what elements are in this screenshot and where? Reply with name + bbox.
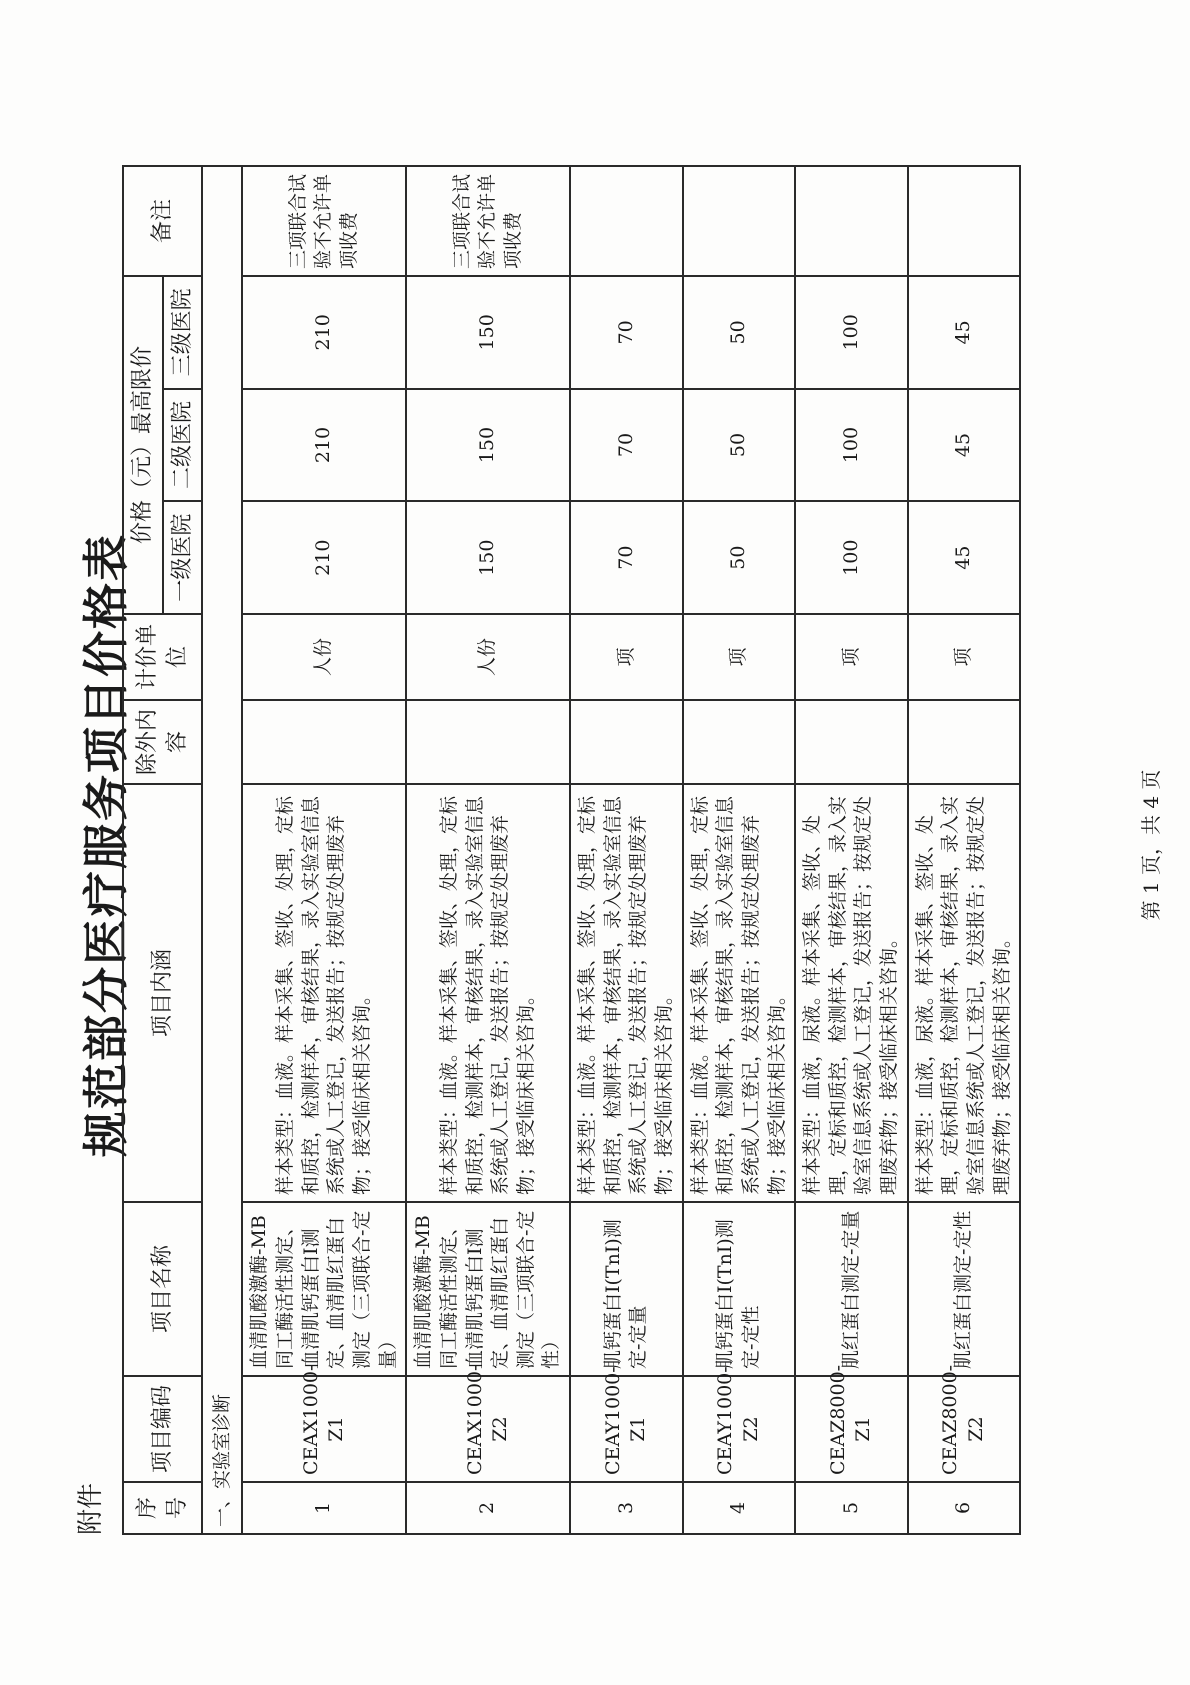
header-level3: 三级医院: [163, 276, 203, 389]
table-row: [795, 166, 908, 1534]
cell-price-level3: 50: [683, 276, 796, 389]
cell-price-level2: 210: [242, 389, 406, 502]
cell-price-level1: 210: [242, 501, 406, 614]
cell-price-level1: 45: [908, 501, 1021, 614]
cell-excluded: [570, 700, 683, 784]
cell-price-level2: 100: [795, 389, 908, 502]
cell-price-level3: 150: [406, 276, 570, 389]
cell-price-level3: 100: [795, 276, 908, 389]
header-level1: 一级医院: [163, 501, 203, 614]
cell-unit: 人份: [406, 614, 570, 700]
cell-note: 三项联合试验不允许单项收费: [242, 166, 406, 276]
cell-seq: 4: [683, 1482, 796, 1534]
cell-seq: 5: [795, 1482, 908, 1534]
cell-price-level3: 70: [570, 276, 683, 389]
cell-seq: 6: [908, 1482, 1021, 1534]
cell-name: 血清肌酸激酶-MB同工酶活性测定、血清肌钙蛋白I测定、血清肌红蛋白测定（三项联合-定性）: [406, 1202, 570, 1376]
cell-content: 样本类型：血液，尿液。样本采集、签收、处理，定标和质控，检测样本，审核结果，录入实验室信息系统或人工登记，发送报告；按规定处理废弃物；接受临床相关咨询。: [795, 784, 908, 1202]
cell-price-level1: 70: [570, 501, 683, 614]
cell-price-level2: 50: [683, 389, 796, 502]
cell-content: 样本类型：血液，尿液。样本采集、签收、处理，定标和质控，检测样本，审核结果，录入实验室信息系统或人工登记，发送报告；按规定处理废弃物；接受临床相关咨询。: [908, 784, 1021, 1202]
cell-content: 样本类型：血液。样本采集、签收、处理，定标和质控，检测样本，审核结果，录入实验室信息系统或人工登记，发送报告；按规定处理废弃物；接受临床相关咨询。: [683, 784, 796, 1202]
cell-excluded: [242, 700, 406, 784]
header-note: 备注: [123, 166, 202, 276]
cell-name: 血清肌酸激酶-MB同工酶活性测定、血清肌钙蛋白I测定、血清肌红蛋白测定（三项联合-定量）: [242, 1202, 406, 1376]
cell-excluded: [795, 700, 908, 784]
cell-unit: 项: [683, 614, 796, 700]
cell-price-level2: 70: [570, 389, 683, 502]
cell-code: CEAX1000-Z1: [242, 1376, 406, 1482]
cell-note: [683, 166, 796, 276]
price-table: [122, 165, 1021, 1535]
header-name: 项目名称: [123, 1202, 202, 1376]
attachment-label: 附件: [76, 1482, 106, 1535]
cell-note: [570, 166, 683, 276]
cell-excluded: [683, 700, 796, 784]
cell-price-level1: 100: [795, 501, 908, 614]
section-title: 一、实验室诊断: [202, 166, 242, 1534]
cell-content: 样本类型：血液。样本采集、签收、处理，定标和质控，检测样本，审核结果，录入实验室信息系统或人工登记，发送报告；按规定处理废弃物；接受临床相关咨询。: [570, 784, 683, 1202]
cell-code: CEAZ8000-Z1: [795, 1376, 908, 1482]
header-content: 项目内涵: [123, 784, 202, 1202]
cell-name: 肌红蛋白测定-定量: [795, 1202, 908, 1376]
cell-unit: 人份: [242, 614, 406, 700]
table-row: [570, 166, 683, 1534]
cell-content: 样本类型：血液。样本采集、签收、处理，定标和质控，检测样本，审核结果，录入实验室信息系统或人工登记，发送报告；按规定处理废弃物；接受临床相关咨询。: [406, 784, 570, 1202]
cell-content: 样本类型：血液。样本采集、签收、处理，定标和质控，检测样本，审核结果，录入实验室信息系统或人工登记，发送报告；按规定处理废弃物；接受临床相关咨询。: [242, 784, 406, 1202]
table-row: [908, 166, 1021, 1534]
cell-unit: 项: [908, 614, 1021, 700]
cell-unit: 项: [795, 614, 908, 700]
header-price-group: 价格（元）最高限价: [123, 276, 163, 614]
header-code: 项目编码: [123, 1376, 202, 1482]
table-row: [242, 166, 406, 1534]
cell-price-level1: 150: [406, 501, 570, 614]
cell-name: 肌钙蛋白Ⅰ(TnI)测定-定性: [683, 1202, 796, 1376]
cell-code: CEAX1000-Z2: [406, 1376, 570, 1482]
header-excluded: 除外内容: [123, 700, 202, 784]
header-unit: 计价单位: [123, 614, 202, 700]
table-row: [406, 166, 570, 1534]
cell-name: 肌红蛋白测定-定性: [908, 1202, 1021, 1376]
rotated-page: [70, 5, 1170, 1685]
cell-code: CEAY1000-Z1: [570, 1376, 683, 1482]
cell-code: CEAY1000-Z2: [683, 1376, 796, 1482]
cell-unit: 项: [570, 614, 683, 700]
document-title: 规范部分医疗服务项目价格表: [79, 533, 133, 1157]
cell-excluded: [406, 700, 570, 784]
cell-price-level3: 45: [908, 276, 1021, 389]
header-level2: 二级医院: [163, 389, 203, 502]
page-footer: 第 1 页，共 4 页: [1139, 769, 1163, 921]
cell-note: 三项联合试验不允许单项收费: [406, 166, 570, 276]
cell-price-level1: 50: [683, 501, 796, 614]
cell-excluded: [908, 700, 1021, 784]
cell-seq: 1: [242, 1482, 406, 1534]
header-row: [123, 166, 163, 1534]
cell-note: [795, 166, 908, 276]
cell-price-level3: 210: [242, 276, 406, 389]
cell-name: 肌钙蛋白Ⅰ(TnI)测定-定量: [570, 1202, 683, 1376]
cell-seq: 3: [570, 1482, 683, 1534]
cell-price-level2: 45: [908, 389, 1021, 502]
cell-seq: 2: [406, 1482, 570, 1534]
section-row: [202, 166, 242, 1534]
cell-price-level2: 150: [406, 389, 570, 502]
table-row: [683, 166, 796, 1534]
cell-code: CEAZ8000-Z2: [908, 1376, 1021, 1482]
header-seq: 序号: [123, 1482, 202, 1534]
cell-note: [908, 166, 1021, 276]
